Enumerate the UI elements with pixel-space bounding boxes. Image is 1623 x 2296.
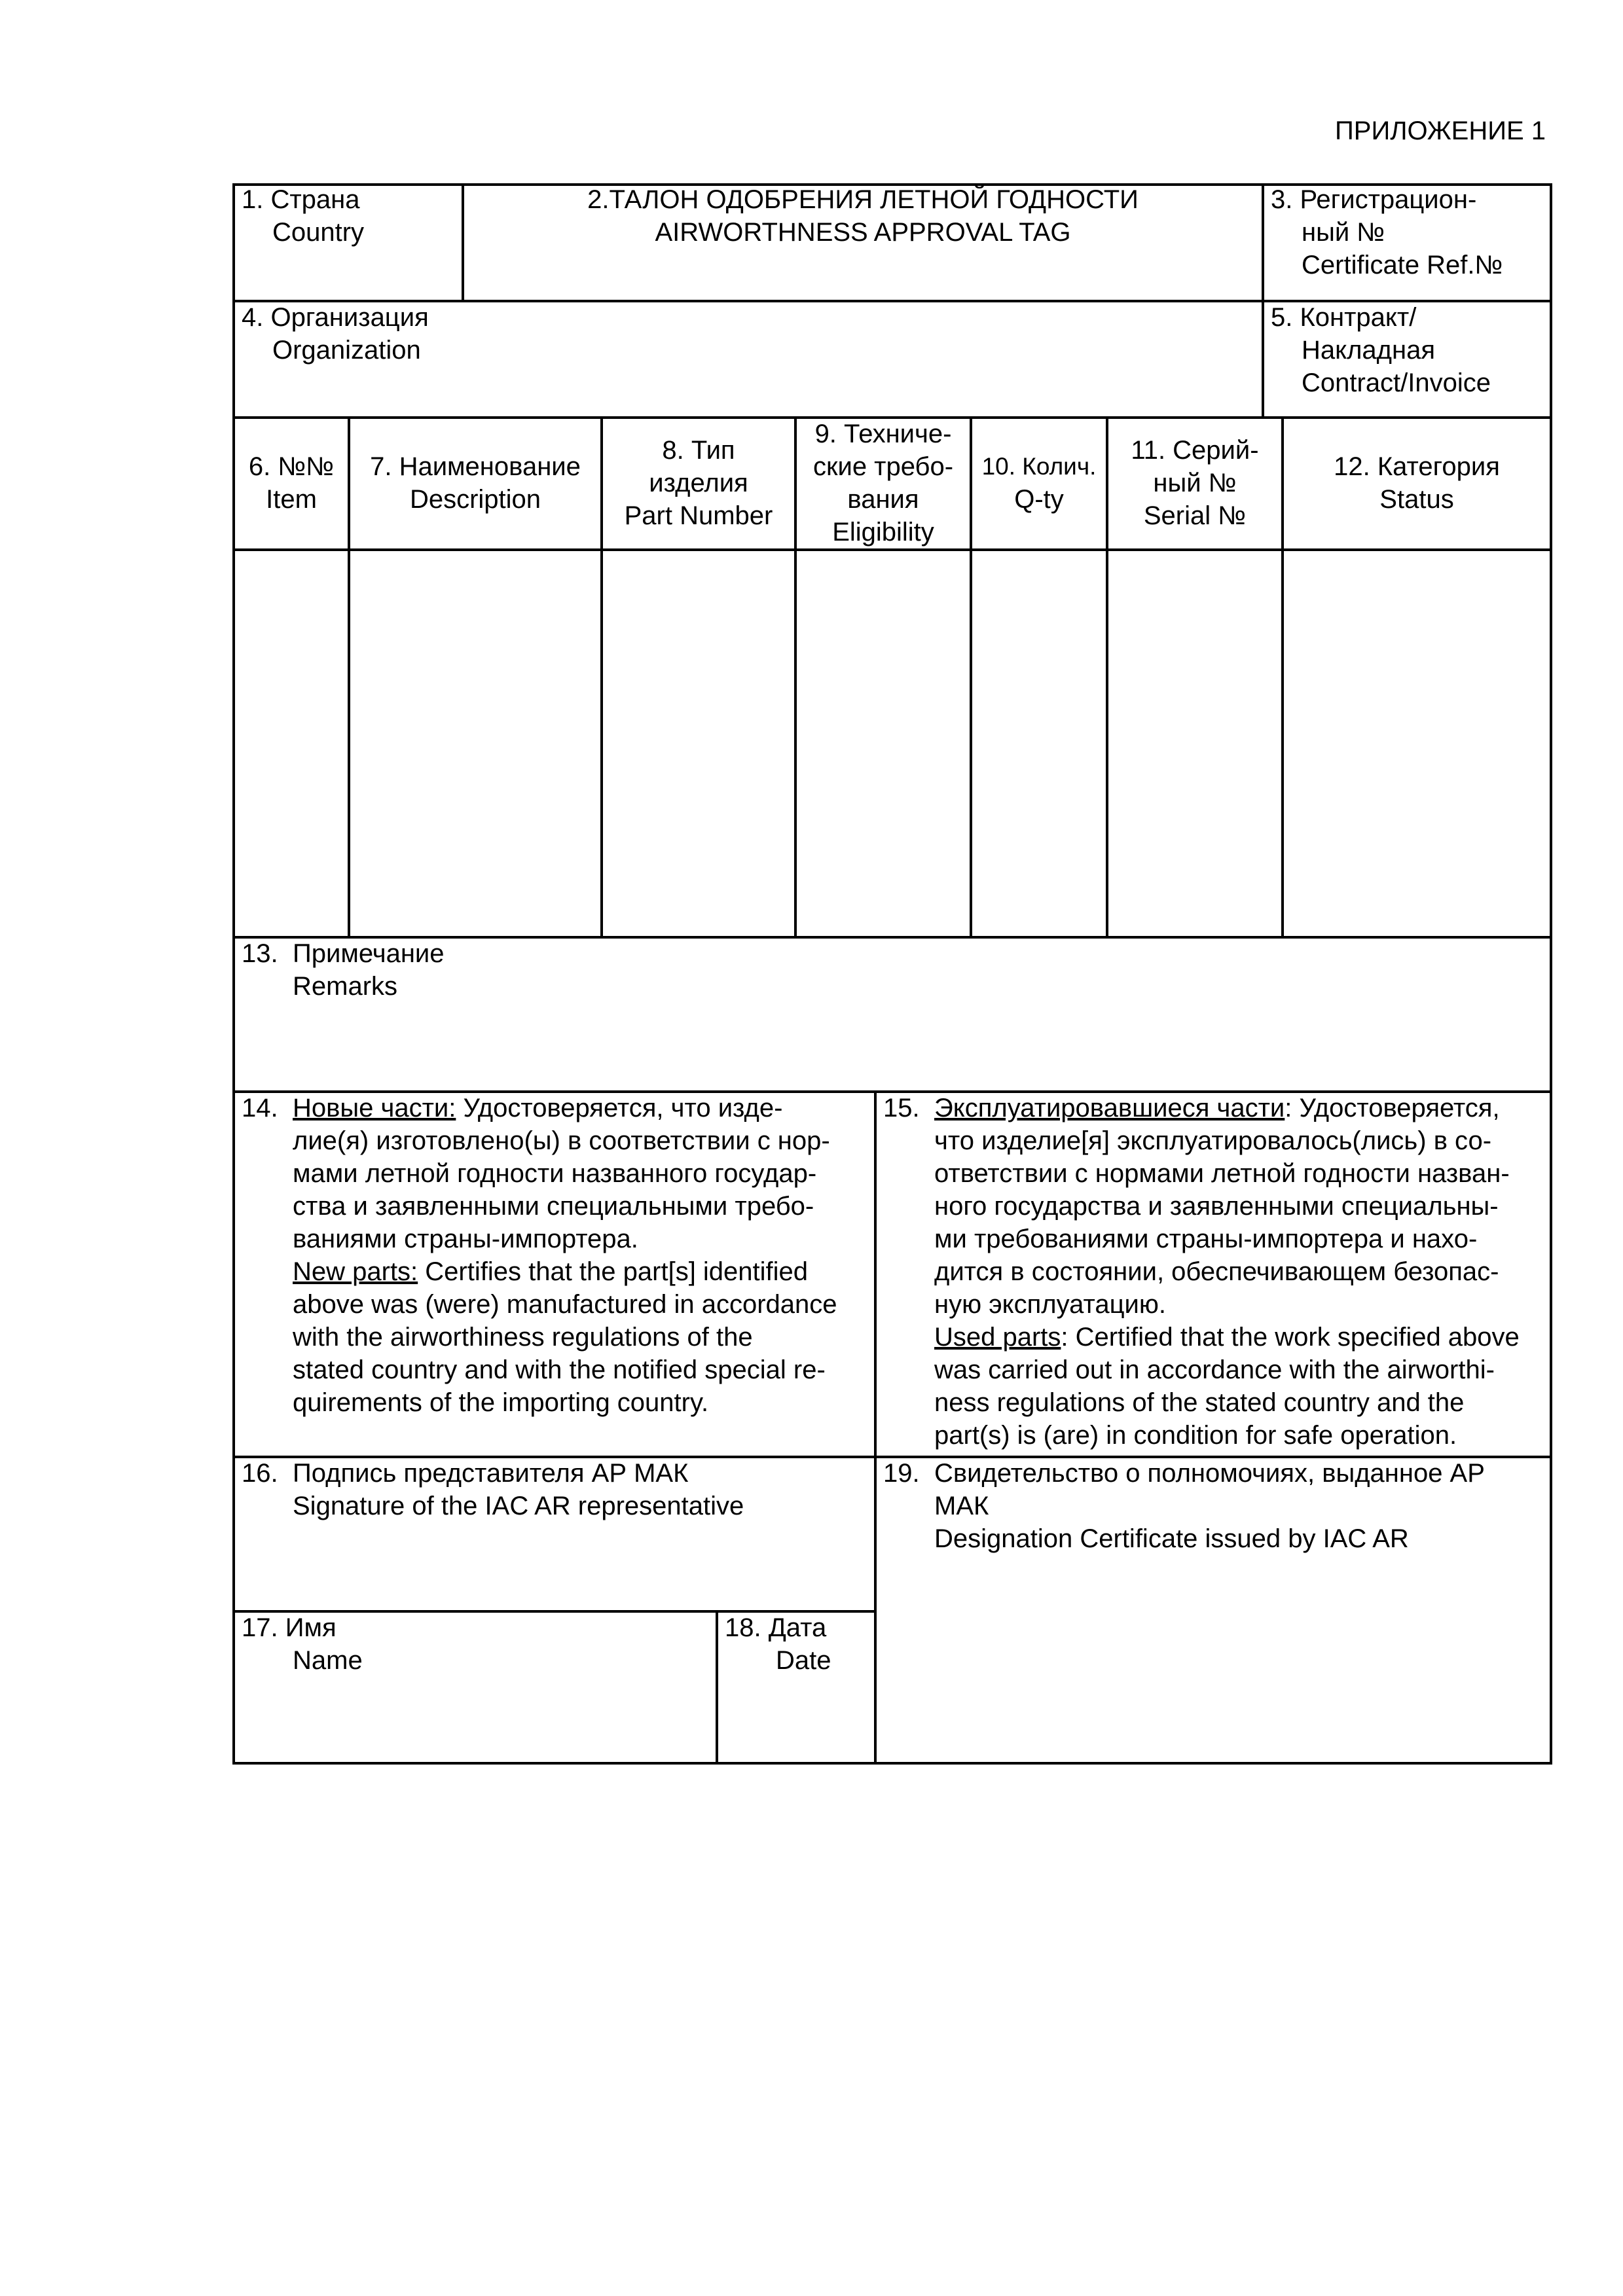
box16-signature-en: Signature of the IAC AR representative: [293, 1492, 744, 1520]
col7-description-l1: 7. Наименование: [370, 452, 581, 481]
divider-2-3-4-5: [1262, 183, 1264, 418]
box1-country-en: Country: [272, 218, 365, 247]
box14-ru-line3: мами летной годности названного государ-: [293, 1159, 817, 1188]
col11-serial-l3: Serial №: [1143, 501, 1247, 530]
box3-reg-number-l1: 3. Регистрацион-: [1271, 185, 1477, 214]
col10-quantity-l2: Q-ty: [1014, 485, 1064, 514]
col12-status-l2: Status: [1379, 485, 1454, 514]
box15-en-heading: Used parts: [934, 1323, 1061, 1352]
col9-eligibility-l1: 9. Техниче-: [814, 420, 952, 448]
box13-remarks-ru: Примечание: [293, 939, 445, 968]
box15-ru-line5: ми требованиями страны-импортера и нахо-: [934, 1225, 1478, 1253]
box14-en-line5: quirements of the importing country.: [293, 1388, 709, 1417]
box18-date-en: Date: [776, 1646, 831, 1675]
border-bottom: [232, 1762, 1552, 1765]
box19-designation-ru-l2: МАК: [934, 1492, 989, 1520]
box15-used-parts-text: [934, 1092, 1520, 1452]
box15-ru-line3: ответствии с нормами летной годности назван-: [934, 1159, 1510, 1188]
box14-en-line2: above was (were) manufactured in accordance: [293, 1290, 837, 1319]
col11-serial-l2: ный №: [1153, 469, 1237, 497]
appendix-label: ПРИЛОЖЕНИЕ 1: [1335, 117, 1546, 145]
box15-ru-line7: ную эксплуатацию.: [934, 1290, 1166, 1319]
box14-new-parts-text: [293, 1092, 837, 1419]
line-after-column-headers: [232, 548, 1552, 551]
box16-number: 16.: [242, 1459, 278, 1488]
box14-en-line1: Certifies that the part[s] identified: [418, 1257, 809, 1286]
col12-status-l1: 12. Категория: [1334, 452, 1500, 481]
box17-name-en: Name: [293, 1646, 363, 1675]
col6-item-l1: 6. №№: [248, 452, 335, 481]
box5-contract-l1: 5. Контракт/: [1271, 303, 1417, 332]
col11-serial-l1: 11. Серий-: [1131, 436, 1259, 465]
border-right: [1550, 183, 1552, 1765]
border-left: [232, 183, 235, 1765]
box14-en-line3: with the airworthiness regulations of the: [293, 1323, 753, 1352]
box19-designation-en: Designation Certificate issued by IAC AR: [934, 1524, 1409, 1553]
box4-organization-ru: 4. Организация: [242, 303, 429, 332]
box15-ru-line6: дится в состоянии, обеспечивающем безопас-: [934, 1257, 1499, 1286]
box15-en-line4: part(s) is (are) in condition for safe operation.: [934, 1421, 1457, 1450]
col8-part-number-l2: изделия: [649, 469, 748, 497]
col9-eligibility-l4: Eligibility: [832, 518, 934, 547]
col8-part-number-l1: 8. Тип: [662, 436, 735, 465]
col10-quantity-l1: 10. Колич.: [981, 453, 1097, 480]
box15-en-line2: was carried out in accordance with the airworthi-: [934, 1355, 1495, 1384]
box14-en-heading: New parts:: [293, 1257, 418, 1286]
box13-number: 13.: [242, 939, 278, 968]
box15-ru-heading: Эксплуатировавшиеся части: [934, 1094, 1285, 1122]
box19-number: 19.: [883, 1459, 920, 1488]
box14-ru-line2: лие(я) изготовлено(ы) в соответствии с нор-: [293, 1126, 830, 1155]
box2-title-ru: 2.ТАЛОН ОДОБРЕНИЯ ЛЕТНОЙ ГОДНОСТИ: [587, 185, 1139, 214]
divider-17-18: [716, 1610, 718, 1765]
box15-ru-line2: что изделие[я] эксплуатировалось(лись) в со-: [934, 1126, 1492, 1155]
col9-eligibility-l3: вания: [847, 485, 919, 514]
box18-date-ru: 18. Дата: [725, 1613, 827, 1642]
divider-14-15-16-19: [874, 1090, 877, 1765]
box5-contract-en: Contract/Invoice: [1302, 368, 1491, 397]
col9-eligibility-l2: ские требо-: [812, 452, 954, 481]
box14-ru-line5: ваниями страны-импортера.: [293, 1225, 638, 1253]
box13-remarks-en: Remarks: [293, 972, 398, 1001]
box15-en-line1: : Certified that the work specified above: [1061, 1323, 1520, 1352]
col8-part-number-l3: Part Number: [624, 501, 773, 530]
box2-title-en: AIRWORTHNESS APPROVAL TAG: [655, 218, 1071, 247]
box14-ru-heading: Новые части:: [293, 1094, 456, 1122]
box19-designation-ru-l1: Свидетельство о полномочиях, выданное АР: [934, 1459, 1485, 1488]
col7-description-l2: Description: [409, 485, 541, 514]
box16-signature-ru: Подпись представителя АР МАК: [293, 1459, 689, 1488]
box14-number: 14.: [242, 1094, 278, 1122]
box15-en-line3: ness regulations of the stated country and the: [934, 1388, 1465, 1417]
box17-name-ru: 17. Имя: [242, 1613, 337, 1642]
airworthiness-approval-tag-form: [232, 183, 1552, 1765]
box14-ru-line4: ства и заявленными специальными требо-: [293, 1192, 814, 1221]
box3-certificate-ref: Certificate Ref.№: [1302, 251, 1503, 279]
box15-ru-line1: : Удостоверяется,: [1285, 1094, 1500, 1122]
box15-number: 15.: [883, 1094, 920, 1122]
box1-country-ru: 1. Страна: [242, 185, 360, 214]
box15-ru-line4: ного государства и заявленными специальны-: [934, 1192, 1499, 1221]
box14-en-line4: stated country and with the notified special re-: [293, 1355, 826, 1384]
box3-reg-number-l2: ный №: [1302, 218, 1385, 247]
box4-organization-en: Organization: [272, 336, 421, 365]
box5-contract-l2: Накладная: [1302, 336, 1436, 365]
box14-ru-line1: Удостоверяется, что изде-: [456, 1094, 783, 1122]
col6-item-l2: Item: [266, 485, 317, 514]
